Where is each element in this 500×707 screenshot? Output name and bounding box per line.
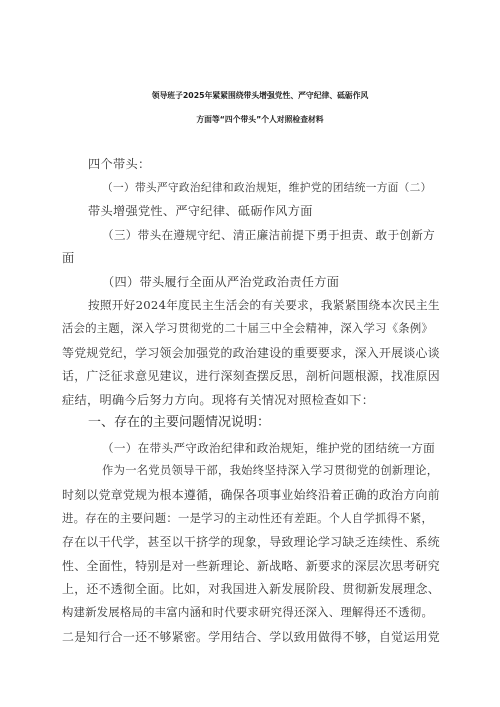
paragraph-line: 时刻以党章党规为根本遵循，确保各项事业始终沿着正确的政治方向前 bbox=[62, 488, 440, 502]
paragraph-line: 上，还不透彻全面。比如，对我国进入新发展阶段、贯彻新发展理念、 bbox=[62, 582, 440, 596]
paragraph-line: 构建新发展格局的丰富内涵和时代要求研究得还深入、理解得还不透彻。 bbox=[62, 606, 434, 619]
lead-item-2: 带头增强党性、严守纪律、砥砺作风方面 bbox=[88, 204, 313, 218]
subsection-heading: （一）在带头严守政治纪律和政治规矩，维护党的团结统一方面 bbox=[102, 441, 436, 455]
paragraph-line: 等党规党纪，学习领会加强党的政治建设的重要要求，深入开展谈心谈 bbox=[62, 346, 440, 360]
paragraph-line: 性、全面性，特别是对一些新理论、新战略、新要求的深层次思考研究 bbox=[62, 559, 440, 573]
four-leads-label: 四个带头： bbox=[88, 157, 151, 171]
paragraph-line: 二是知行合一还不够紧密。学用结合、学以致用做得不够，自觉运用党 bbox=[62, 630, 440, 644]
paragraph-line: 话，广泛征求意见建议，进行深刻查摆反思，剖析问题根源，找准原因 bbox=[62, 369, 440, 383]
paragraph-line: 症结，明确今后努力方向。现将有关情况对照检查如下： bbox=[62, 393, 375, 407]
document-title-line-2: 方面等“四个带头”个人对照检查材料 bbox=[196, 115, 324, 124]
section-heading: 一、存在的主要问题情况说明： bbox=[88, 415, 271, 430]
paragraph-line: 进。存在的主要问题：一是学习的主动性还有差距。个人自学抓得不紧， bbox=[62, 512, 434, 525]
document-title-line-1: 领导班子2025年紧紧围绕带头增强党性、严守纪律、砥砺作风 bbox=[151, 91, 369, 100]
paragraph-line: 活会的主题，深入学习贯彻党的二十届三中全会精神，深入学习《条例》 bbox=[62, 322, 434, 335]
lead-item-3-continued: 面 bbox=[62, 251, 75, 265]
lead-item-3: （三）带头在遵规守纪、清正廉洁前提下勇于担责、敢于创新方 bbox=[102, 228, 436, 242]
lead-item-1: （一）带头严守政治纪律和政治规矩，维护党的团结统一方面（二） bbox=[102, 181, 432, 194]
paragraph-line: 作为一名党员领导干部，我始终坚持深入学习贯彻党的创新理论， bbox=[102, 464, 439, 477]
lead-item-4: （四）带头履行全面从严治党政治责任方面 bbox=[102, 275, 340, 289]
paragraph-line: 存在以干代学，甚至以干挤学的现象，导致理论学习缺乏连续性、系统 bbox=[62, 535, 440, 549]
paragraph-line: 按照开好2024年度民主生活会的有关要求，我紧紧围绕本次民主生 bbox=[88, 298, 440, 312]
